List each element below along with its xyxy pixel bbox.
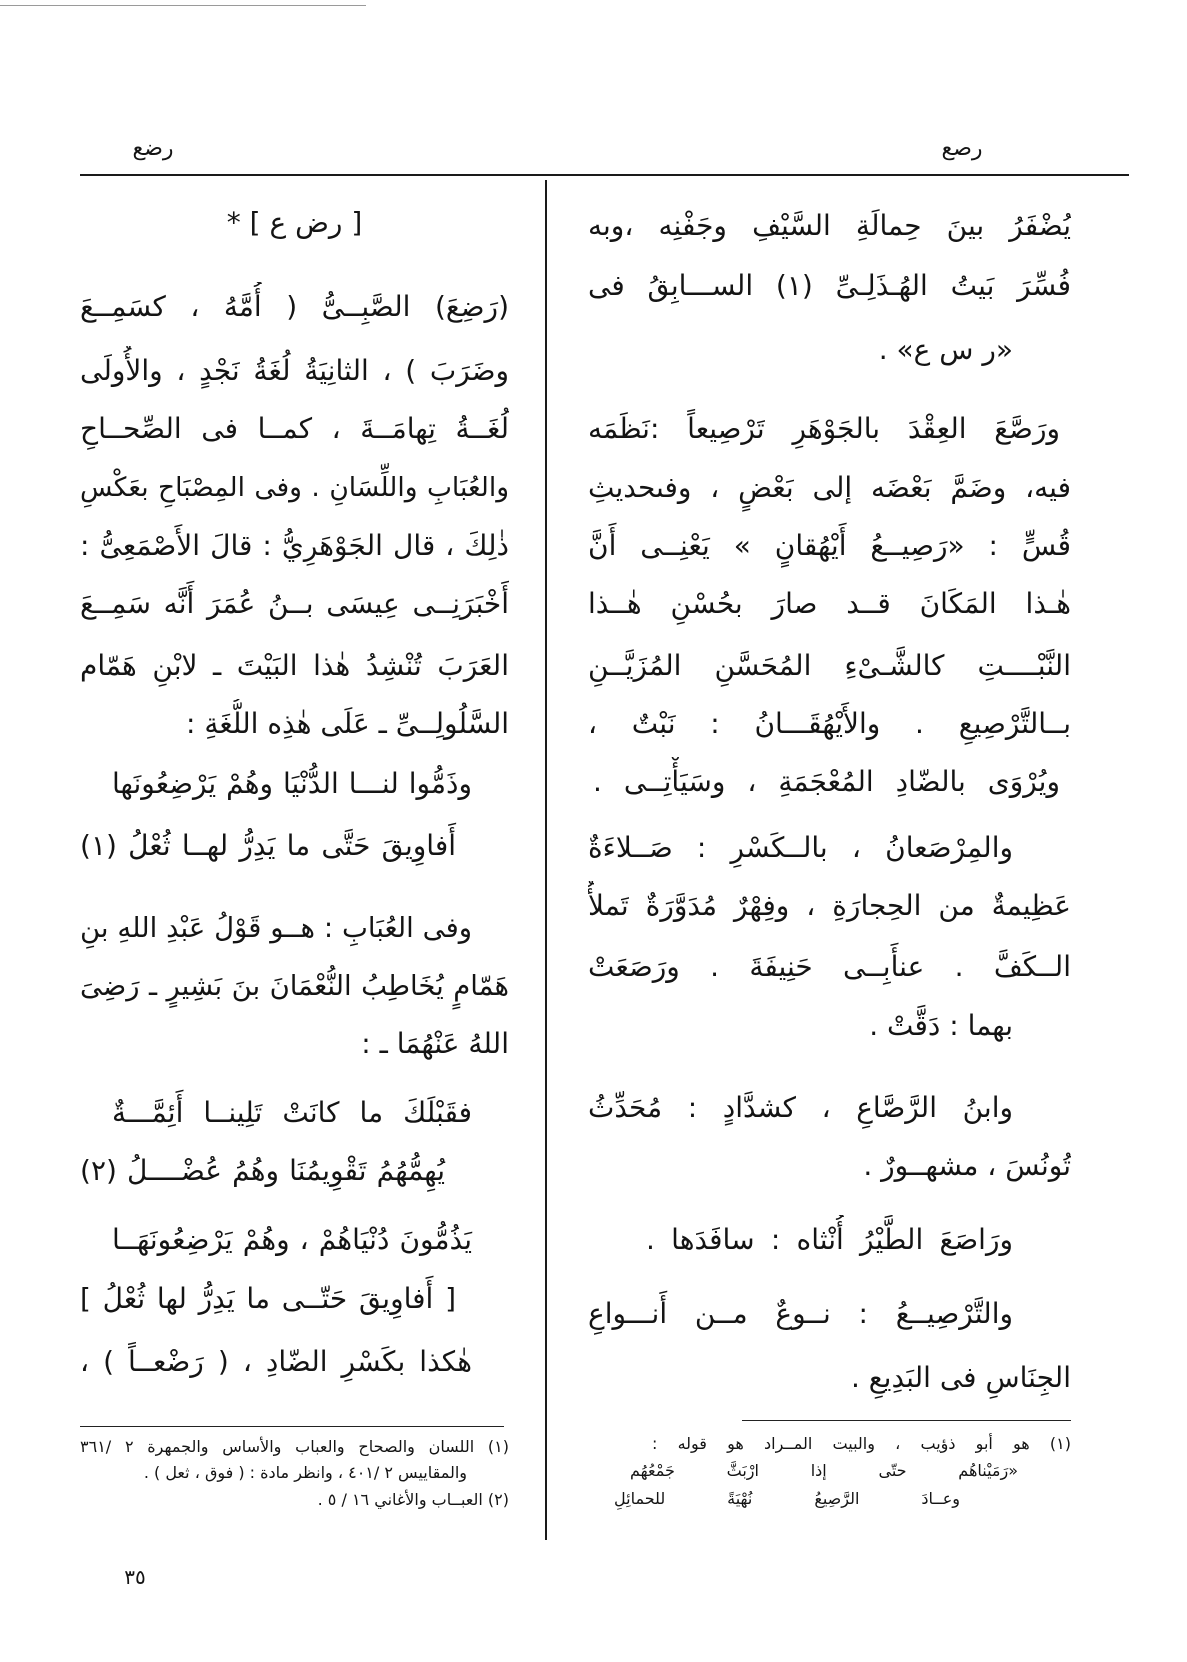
text-line: السَّلُولِــىِّ ـ عَلَى هٰذِه اللُّغَةِ : bbox=[186, 707, 509, 740]
text-line: وضَرَبَ ) ، الثانِيَةُ لُغَةُ نَجْدٍ ، والأُولَى bbox=[80, 354, 509, 387]
text-line: أَخْبَرَنِــى عِيسَى بــنُ عُمَرَ أَنَّه سَمِــعَ bbox=[80, 587, 509, 620]
footnote-line: وعــادَ الرَّصِيعُ نُهْيَةً للحمائِلِ bbox=[614, 1489, 960, 1508]
text-line: قُسٍّ : «رَصِيــعُ أَيْهُقانٍ » يَعْنِــى أَنَّ bbox=[588, 529, 1071, 562]
paragraph-start-line: والمِرْصَعانُ ، بالــكَسْرِ : صَــلاءَةٌ bbox=[588, 831, 1013, 864]
running-head-right: رصع bbox=[941, 136, 983, 161]
text-line: العَرَبَ تُنْشِدُ هٰذا البَيْتَ ـ لابْنِ هَمّام bbox=[80, 649, 509, 682]
text-line: لُغَــةُ تِهامَــةَ ، كمــا فى الصِّحــاحِ bbox=[80, 412, 509, 445]
footnote-line: (١) اللسان والصحاح والعباب والأساس والجمهرة ٢ /٣٦١ bbox=[80, 1437, 509, 1456]
scan-edge-line bbox=[0, 5, 366, 6]
paragraph-start-line: ورَاصَعَ الطَّيْرُ أُنْثاه : سافَدَها . bbox=[646, 1223, 1013, 1256]
footnote-rule bbox=[80, 1426, 504, 1427]
text-line: الــكَفَّ . عنأَبِــى حَنِيفَةَ . ورَصَعَتْ bbox=[588, 950, 1071, 983]
paragraph-start-line: وابنُ الرَّصَّاعِ ، كشدَّادٍ : مُحَدِّثُ bbox=[588, 1091, 1013, 1124]
text-line: ويُرْوَى بالضّادِ المُعْجَمَةِ ، وسَيَأْتِــى . bbox=[593, 765, 1060, 798]
text-line: النَّبْــــتِ كالشَّـىْءِ المُحَسَّنِ المُزَيَّــنِ bbox=[588, 649, 1071, 682]
text-line: هَمّامٍ يُخَاطِبُ النُّعْمَانَ بنَ بَشِيرٍ ـ رَضِىَ bbox=[80, 970, 509, 1002]
paragraph-start-line: هٰكذا بكَسْرِ الضّادِ ، ( رَضْعــاً ) ، bbox=[80, 1345, 472, 1378]
text-line: بــالتَّرْصِيعِ . والأَيْهُقَـــانُ : نَبْتٌ ، bbox=[588, 707, 1071, 740]
footnote-line: (٢) العبــاب والأغاني ١٦ / ٥ . bbox=[317, 1490, 509, 1509]
verse-line: [ أَفاوِيقَ حَتّــى ما يَدِرُّ لها ثُعْلُ ] bbox=[80, 1282, 456, 1315]
text-line: فيه، وضَمَّ بَعْضَه إلى بَعْضٍ ، وفىحديثِ bbox=[588, 471, 1071, 504]
text-line: هٰـذا المَكَانَ قــد صارَ بحُسْنِ هٰــذا bbox=[588, 587, 1071, 620]
verse-line: يَذُمُّونَ دُنْيَاهُمْ ، وهُمْ يَرْضِعُونَهَــا bbox=[112, 1223, 472, 1256]
text-line: عَظِيمةٌ من الحِجارَةِ ، وفِهْرٌ مُدَوَّرَةٌ تَملأُ bbox=[588, 889, 1071, 922]
verse-line: فقَبْلَكَ ما كانَتْ تَلِينــا أَئِمَّـــةٌ bbox=[112, 1096, 472, 1129]
text-line: «ر س ع» . bbox=[878, 333, 1013, 366]
paragraph-start-line: وفى العُبَابِ : هــو قَوْلُ عَبْدِ اللهِ بنِ bbox=[80, 912, 472, 944]
verse-line: يُهِمُّهُمُ تَقْوِيمُنَا وهُمُ عُضْــــلُ (٢) bbox=[80, 1154, 445, 1187]
paragraph-start-line: والتَّرْصِيــعُ : نــوعٌ مــن أَنـــواعِ bbox=[588, 1297, 1013, 1330]
text-line: يُضْفَرُ بينَ حِمالَةِ السَّيْفِ وجَفْنِه ،وبه bbox=[588, 209, 1071, 242]
text-line: اللهُ عَنْهُمَا ـ : bbox=[361, 1027, 509, 1060]
running-head-left: رضع bbox=[132, 136, 174, 161]
paragraph-start-line: ورَصَّعَ العِقْدَ بالجَوْهَرِ تَرْصِيعاً :نَظَمَه bbox=[588, 412, 1060, 445]
footnote-rule bbox=[742, 1420, 1071, 1421]
entry-heading: [ رض ع ] * bbox=[226, 206, 363, 239]
text-line: بهما : دَقَّتْ . bbox=[869, 1009, 1013, 1042]
column-divider bbox=[545, 180, 547, 1540]
footnote-line: (١) هو أبو ذؤيب ، والبيت المــراد هو قوله : bbox=[652, 1434, 1071, 1453]
page-number: ٣٥ bbox=[124, 1565, 146, 1589]
text-line: ذٰلِكَ ، قال الجَوْهَرِيُّ : قالَ الأَصْمَعِىُّ : bbox=[80, 529, 509, 562]
paragraph-start-line: (رَضِعَ) الصَّبِــىُّ ( أُمَّهُ ، كسَمِــعَ bbox=[80, 290, 509, 323]
text-line: فُسِّرَ بَيتُ الهُـذَلِـىِّ (١) الســـابِقُ فى bbox=[588, 269, 1071, 302]
header-rule bbox=[80, 174, 1129, 176]
text-line: الجِنَاسِ فى البَدِيعِ . bbox=[850, 1361, 1071, 1394]
footnote-line: «رَمَيْناهُم حتّى إذا ارْبَثَّ جَمْعُهُم bbox=[630, 1461, 1018, 1480]
footnote-line: والمقاييس ٢ /٤٠١ ، وانظر مادة : ( فوق ، ثعل ) . bbox=[143, 1463, 467, 1482]
verse-line: وذَمُّوا لنـــا الدُّنْيَا وهُمْ يَرْضِعُونَها bbox=[112, 767, 472, 800]
verse-line: أَفاوِيقَ حَتَّى ما يَدِرُّ لهــا ثُعْلُ (١) bbox=[80, 829, 456, 862]
text-line: والعُبَابِ واللِّسَانِ . وفى المِصْبَاحِ بعَكْسِ bbox=[80, 472, 509, 503]
text-line: تُونُسَ ، مشهــورٌ . bbox=[863, 1149, 1071, 1182]
